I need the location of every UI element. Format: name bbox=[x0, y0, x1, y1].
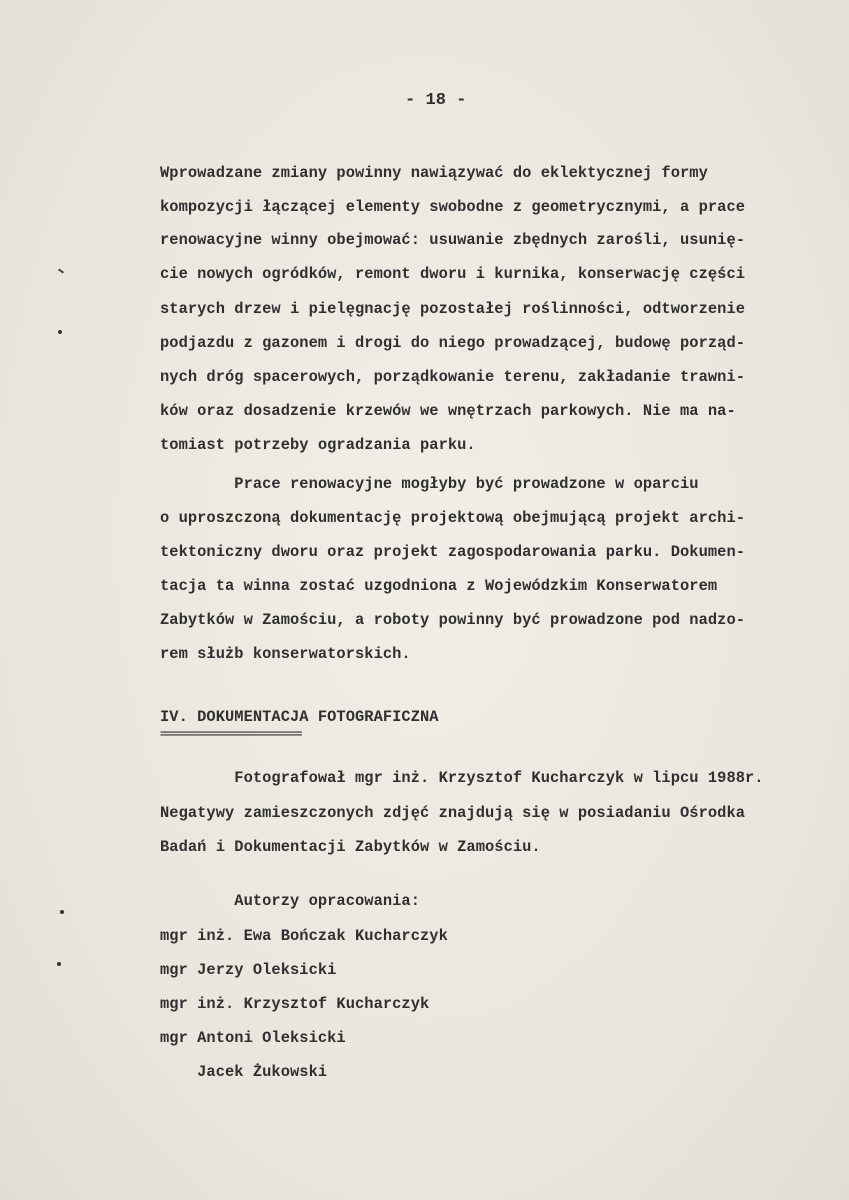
paragraph1-line: ków oraz dosadzenie krzewów we wnętrzach parkowych. Nie ma na- bbox=[160, 402, 736, 420]
author-line: mgr inż. Krzysztof Kucharczyk bbox=[160, 995, 430, 1013]
paragraph2-line: rem służb konserwatorskich. bbox=[160, 645, 411, 663]
paragraph1-line: cie nowych ogródków, remont dworu i kurnika, konserwację części bbox=[160, 265, 746, 283]
paragraph1-line: starych drzew i pielęgnację pozostałej roślinności, odtworzenie bbox=[160, 300, 746, 318]
margin-speck bbox=[60, 910, 64, 914]
section-heading: IV. DOKUMENTACJA FOTOGRAFICZNA bbox=[160, 708, 439, 726]
authors-label: Autorzy opracowania: bbox=[160, 892, 421, 910]
margin-speck bbox=[57, 962, 61, 966]
paragraph2-line: o uproszczoną dokumentację projektową obejmującą projekt archi- bbox=[160, 509, 746, 527]
paragraph3-line: Negatywy zamieszczonych zdjęć znajdują się w posiadaniu Ośrodka bbox=[160, 804, 746, 822]
paragraph2-line: tektoniczny dworu oraz projekt zagospodarowania parku. Dokumen- bbox=[160, 543, 746, 561]
paragraph1-line: tomiast potrzeby ogradzania parku. bbox=[160, 436, 476, 454]
paragraph1-line: podjazdu z gazonem i drogi do niego prowadzącej, budowę porząd- bbox=[160, 334, 746, 352]
paragraph2-line: tacja ta winna zostać uzgodniona z Wojewódzkim Konserwatorem bbox=[160, 577, 718, 595]
paragraph2-line: Prace renowacyjne mogłyby być prowadzone w oparciu bbox=[160, 475, 699, 493]
paragraph3-line: Badań i Dokumentacji Zabytków w Zamościu. bbox=[160, 838, 541, 856]
author-line: mgr inż. Ewa Bończak Kucharczyk bbox=[160, 927, 448, 945]
author-line: Jacek Żukowski bbox=[160, 1063, 328, 1081]
page-number: - 18 - bbox=[405, 91, 467, 110]
paragraph1-line: nych dróg spacerowych, porządkowanie terenu, zakładanie trawni- bbox=[160, 368, 746, 386]
paragraph2-line: Zabytków w Zamościu, a roboty powinny być prowadzone pod nadzo- bbox=[160, 611, 746, 629]
paragraph1-line: kompozycji łączącej elementy swobodne z geometrycznymi, a prace bbox=[160, 198, 746, 216]
author-line: mgr Jerzy Oleksicki bbox=[160, 961, 337, 979]
author-line: mgr Antoni Oleksicki bbox=[160, 1029, 346, 1047]
paragraph3-line: Fotografował mgr inż. Krzysztof Kucharczyk w lipcu 1988r. bbox=[160, 769, 764, 787]
margin-speck bbox=[58, 330, 62, 334]
paragraph1-line: renowacyjne winny obejmować: usuwanie zbędnych zarośli, usunię- bbox=[160, 231, 746, 249]
margin-speck bbox=[58, 268, 64, 273]
paragraph1-line: Wprowadzane zmiany powinny nawiązywać do eklektycznej formy bbox=[160, 164, 708, 182]
section-heading-underline: ================================ bbox=[160, 730, 301, 741]
